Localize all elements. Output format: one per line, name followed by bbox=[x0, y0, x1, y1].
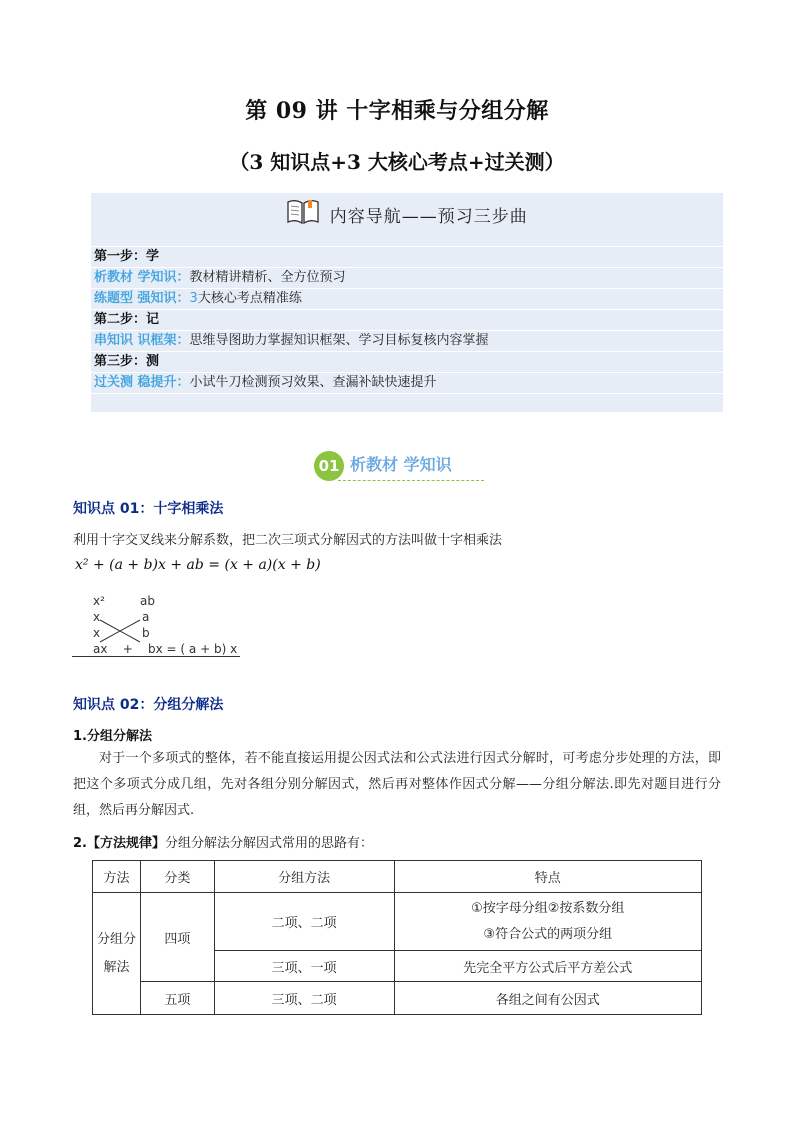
section-underline bbox=[338, 480, 484, 481]
cross-right-3: b bbox=[142, 626, 150, 640]
section-number-badge: 01 bbox=[314, 451, 344, 481]
nav-heading bbox=[91, 197, 723, 231]
kp2-subtitle-1: 1.分组分解法 bbox=[73, 729, 152, 744]
table-header-row bbox=[93, 861, 702, 893]
nav-item-label: 串知识 识框架： bbox=[94, 333, 190, 348]
table-cell-group: 三项、一项 bbox=[214, 951, 394, 982]
table-row bbox=[93, 893, 702, 951]
nav-item-label: 练题型 强知识： bbox=[94, 291, 190, 306]
table-cell-group: 二项、二项 bbox=[214, 893, 394, 951]
cross-left-1: x² bbox=[93, 594, 105, 608]
table-cell-feature bbox=[394, 893, 701, 951]
feature-line: ①按字母分组②按系数分组 bbox=[471, 900, 625, 916]
kp2-subtitle-2 bbox=[73, 832, 373, 851]
nav-row-empty bbox=[91, 393, 723, 413]
cross-right-2: a bbox=[142, 610, 150, 624]
section-title: 析教材 学知识 bbox=[350, 455, 452, 474]
nav-item-learn bbox=[91, 267, 723, 287]
table-header: 分类 bbox=[140, 861, 214, 893]
nav-item-test bbox=[91, 372, 723, 392]
page-title: 第 09 讲 十字相乘与分组分解 bbox=[245, 98, 549, 124]
table-cell-category: 五项 bbox=[140, 982, 214, 1015]
table-cell-feature: 各组之间有公因式 bbox=[394, 982, 701, 1015]
kp2-title: 知识点 02：分组分解法 bbox=[73, 697, 224, 713]
table-header: 方法 bbox=[93, 861, 141, 893]
nav-item-number: 3 bbox=[189, 291, 198, 306]
nav-item-framework bbox=[91, 330, 723, 350]
method-rule-label: 2.【方法规律】 bbox=[73, 836, 165, 851]
step-label: 第三步：测 bbox=[94, 354, 160, 369]
kp2-paragraph: 对于一个多项式的整体，若不能直接运用提公因式法和公式法进行因式分解时，可考虑分步处理的方法，即把这个多项式分成几组，先对各组分别分解因式，然后再对整体作因式分解——分组分解法.即先对题目进行分组，然后再分解因式. bbox=[73, 751, 721, 818]
nav-item-desc: 小试牛刀检测预习效果、查漏补缺快速提升 bbox=[189, 375, 437, 390]
cross-left-2: x bbox=[93, 610, 101, 624]
step-label: 第一步：学 bbox=[94, 249, 160, 264]
method-table bbox=[92, 860, 702, 1015]
nav-item-practice bbox=[91, 288, 723, 308]
nav-item-desc: 思维导图助力掌握知识框架、学习目标复核内容掌握 bbox=[189, 333, 489, 348]
table-cell-method: 分组分解法 bbox=[93, 893, 141, 1015]
cross-bottom-sum: ax + bx = ( a + b) x bbox=[93, 642, 238, 656]
table-header: 特点 bbox=[394, 861, 701, 893]
nav-item-desc: 大核心考点精准练 bbox=[197, 291, 302, 306]
kp1-formula: x² + (a + b)x + ab = (x + a)(x + b) bbox=[75, 557, 321, 573]
book-icon bbox=[286, 197, 320, 232]
nav-step-1 bbox=[91, 246, 723, 266]
nav-item-label: 析教材 学知识： bbox=[94, 270, 190, 285]
nav-item-desc: 教材精讲精析、全方位预习 bbox=[189, 270, 346, 285]
nav-step-3 bbox=[91, 351, 723, 371]
table-cell-group: 三项、二项 bbox=[214, 982, 394, 1015]
cross-left-3: x bbox=[93, 626, 101, 640]
nav-step-2 bbox=[91, 309, 723, 329]
step-label: 第二步：记 bbox=[94, 312, 160, 327]
table-header: 分组方法 bbox=[214, 861, 394, 893]
table-row bbox=[93, 982, 702, 1015]
page-subtitle: （3 知识点+3 大核心考点+过关测） bbox=[229, 150, 565, 174]
cross-right-1: ab bbox=[140, 594, 155, 608]
kp1-title: 知识点 01：十字相乘法 bbox=[73, 501, 224, 517]
kp1-definition: 利用十字交叉线来分解系数，把二次三项式分解因式的方法叫做十字相乘法 bbox=[73, 533, 503, 548]
table-cell-feature: 先完全平方公式后平方差公式 bbox=[394, 951, 701, 982]
cross-underline bbox=[72, 656, 240, 657]
table-cell-category: 四项 bbox=[140, 893, 214, 982]
method-rule-text: 分组分解法分解因式常用的思路有： bbox=[164, 836, 373, 851]
nav-item-label: 过关测 稳提升： bbox=[94, 375, 190, 390]
nav-heading-text: 内容导航——预习三步曲 bbox=[329, 207, 528, 227]
feature-line: ③符合公式的两项分组 bbox=[483, 926, 613, 942]
